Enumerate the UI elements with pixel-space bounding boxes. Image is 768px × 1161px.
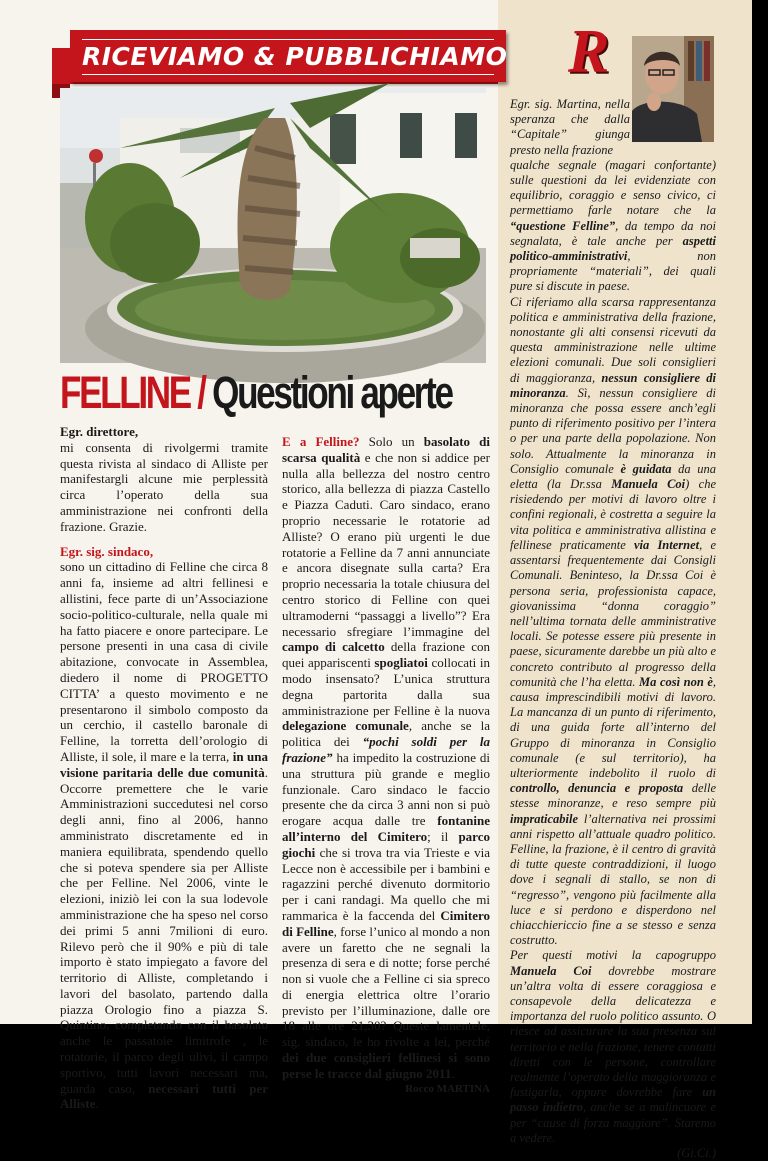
text-run: , causa imprescindibili motivi di lavoro. La mancanza di un punto di riferimento, di una guida forte all’interno del Gruppo di minoranza in Consiglio comunale (e sul territorio), ha ulteriormente indebolito il ruolo di xyxy=(510,674,716,780)
text-run: , anche se la politica dei xyxy=(282,718,490,750)
letter-intro: mi consenta di rivolgermi tramite questa rivista al sindaco di Alliste per manifestargli alcune mie perplessità circa l’operato della sua amministrazione nei confronti della frazione. Grazie. xyxy=(60,439,268,534)
emphasis: impraticabile xyxy=(510,811,579,826)
text-run: , forse l’unico al mondo a non avere un faretto che ne segnali la presenza di sera e di notte; forse perché non si vuole che a Felline ci sia spreco di energia elettrica oltre l’orario previsto per l’illuminazione, dalle ore 18 alle ore 21,30? Queste lamentele, sig. sindaco, le ho rivolte a lei, perché xyxy=(282,923,491,1050)
text-run: , non propriamente “materiali”, dei quali pure si discute in paese. xyxy=(510,249,716,294)
emphasis: spogliatoi xyxy=(374,655,428,671)
reply-paragraph-3 xyxy=(510,948,716,1146)
letter-paragraph-1 xyxy=(60,559,268,1112)
reply-paragraph-1 xyxy=(510,158,716,295)
emphasis: Cimitero di Felline xyxy=(282,907,490,939)
emphasis: via Internet xyxy=(633,537,700,552)
emphasis: dei due consiglieri fellinesi si sono perse le tracce dal giugno 2011 xyxy=(282,1050,490,1081)
text-run: da una eletta (la Dr.ssa xyxy=(510,461,716,492)
text-run: collocati in modo insensato? L’unica struttura degna partorita dalla sua amministrazione per Felline è la nuova xyxy=(282,655,490,718)
letter-paragraph-2 xyxy=(282,434,490,1082)
reply-paragraph-2 xyxy=(510,295,716,949)
page-edge xyxy=(752,0,768,1024)
section-banner xyxy=(70,30,506,82)
text-run: della frazione con quei appariscenti xyxy=(282,639,490,671)
headline-separator: / xyxy=(189,367,213,418)
emphasis: parco giochi xyxy=(282,828,490,860)
emphasis: fontanine all’interno del Cimitero xyxy=(282,813,490,844)
text-run: Solo un xyxy=(359,434,424,449)
letter-column-2 xyxy=(282,434,490,1097)
headline-topic: Questioni aperte xyxy=(212,367,452,418)
greeting-mayor: Egr. sig. sindaco, xyxy=(60,543,154,559)
r-logo: R xyxy=(568,18,610,86)
emphasis: un passo indietro xyxy=(510,1085,716,1115)
text-run: Per questi motivi la capogruppo xyxy=(510,948,716,963)
emphasis: in una visione paritaria delle due comunità xyxy=(60,748,268,780)
text-run: qualche segnale (magari confortante) sulle questioni da lei evidenziate con equilibrio, coraggio e senso civico, ci permettiamo farle notare che la xyxy=(510,157,716,218)
text-run: delle stesse minoranze, e reso sempre più xyxy=(510,781,716,811)
emphasis: “questione Felline” xyxy=(510,218,616,233)
greeting-director: Egr. direttore, xyxy=(60,424,139,439)
text-run: . Sì, nessun consigliere di minoranza che possa essere anch’egli punto di riferimento positivo per l’intera o per una parte della popolazione. Non solo. Attualmente la minoranza in Consiglio comunale xyxy=(510,385,716,476)
text-run: , e assentarsi frequentemente dai Consigli Comunali. Beninteso, la Dr.ssa Coi è persona seria, professionista capace, giovanissima “donna coraggio” nell’ultima tornata delle amministrative locali. Se potesse essere più presente in paese, sicuramente darebbe un più alto e concreto contributo al progresso della comunità che l’ha eletta. xyxy=(510,537,716,689)
headline xyxy=(60,363,452,423)
emphasis: Ma così non è xyxy=(639,674,713,689)
text-run: Ci riferiamo alla scarsa rappresentanza politica e amministrativa della frazione, nonostante gli alti consensi ricevuti da questa amministrazione nelle ultime elezioni comunali. Due soli consiglieri di maggioranza, xyxy=(510,294,716,385)
palm-tree-illustration xyxy=(60,88,486,363)
text-run: ) che risiedendo per motivi di lavoro oltre i confini regionali, è costretta a seguire la vita politica e amministrativa allistina e fellinese praticamente xyxy=(510,477,716,552)
emphasis: Manuela Coi xyxy=(510,963,592,978)
reply-column xyxy=(510,97,716,1161)
text-run: . xyxy=(451,1065,455,1081)
section-title: RICEVIAMO & PUBBLICHIAMO xyxy=(82,39,494,75)
text-run: ha impedito la costruzione di una struttura più grande e meglio funzionale. Caro sindaco le faccio presente che da circa 3 anni non si può erogare acqua dalle tre xyxy=(282,749,490,829)
text-run: . xyxy=(95,1096,99,1112)
letter-column-1 xyxy=(60,424,268,1112)
emphasis: “pochi soldi per la frazione” xyxy=(282,734,490,765)
emphasis: è guidata xyxy=(620,461,672,476)
emphasis: basolato di scarsa qualità xyxy=(282,434,491,465)
reply-opening: Egr. sig. Martina, nella speranza che dalla “Capitale” giunga presto nella frazione xyxy=(510,97,630,157)
emphasis: delegazione comunale xyxy=(282,718,409,734)
emphasis: Manuela Coi xyxy=(611,477,686,492)
red-question: E a Felline? xyxy=(282,434,360,449)
reply-signature: (Gi.Ci.) xyxy=(677,1146,716,1161)
emphasis: campo di calcetto xyxy=(282,639,385,655)
emphasis: necessari tutti per Alliste xyxy=(60,1080,269,1112)
emphasis: aspetti politico-amministrativi xyxy=(510,233,716,264)
text-run: che si trova tra via Trieste e via Lecce non è accessibile per i bambini e ragazzini perché divenuto dormitorio per i cani randagi. Ma quello che mi rammarica è la faccenda del xyxy=(282,844,490,923)
headline-place: FELLINE xyxy=(60,367,190,418)
text-run: , da tempo da noi segnalata, è tale anche per xyxy=(510,218,716,248)
text-run: ; il xyxy=(427,828,459,844)
text-run: sono un cittadino di Felline che circa 8 anni fa, insieme ad altri fellinesi e allistini, fece parte di un’Associazione socio-politico-culturale, nella quale mi ha fatto piacere e onore partecipare. Le persone presenti in una casa di civile abitazione, convocate in Assemblea, diedero il nome di PROGETTO CITTA’ a questo movimento e ne presentarono il simbolo composto da un cerchio, il castello baronale di Felline, la torretta dell’orologio di Alliste, il sole, il mare e la terra, xyxy=(60,559,268,764)
letter-signature: Rocco MARTINA xyxy=(405,1082,490,1095)
emphasis: controllo, denuncia e proposta xyxy=(510,781,684,796)
palm-tree-photo xyxy=(60,88,486,363)
text-run: , anche se a malincuore e per “cause di forza maggiore”. Staremo a vedere. xyxy=(510,1100,716,1145)
text-run: dovrebbe mostrare un’altra volta di essere coraggiosa e consapevole della delicatezza e importanza del ruolo politico assunto. O riesce ad assicurare la sua presenza sul territorio e nella frazione, tenere contatti diretti con le persone, controllare realmente l’operato della maggioranza e fustigarla, oppure dovrebbe fare xyxy=(510,963,716,1100)
emphasis: nessun consigliere di minoranza xyxy=(510,370,716,400)
text-run: e che non si addice per nulla alla bellezza del nostro centro storico, alla bellezza di piazza Castello e Piazza Caduti. Caro sindaco, erano proprio necessarie le rotatorie ad Alliste? O erano più urgenti le due rotatorie a Felline da 7 anni annunciate e ancora disegnate sulla carta? Era proprio necessaria la totale chiusura del centro storico di Felline con quei ultramoderni “passaggi a livello”? Era necessario sfregiare l’immagine del xyxy=(282,449,490,639)
text-run: l’alternativa nei prossimi anni rispetto all’attuale quadro politico. Felline, la frazione, è il centro di gravità di tutte queste contraddizioni, il luogo dove i segnali di stallo, se non di “regresso”, vengono più facilmente alla luce e si perdono e disperdono nel chiacchiericcio fine a se stesso e senza costrutto. xyxy=(510,811,716,948)
text-run: . Occorre premettere che le varie Amministrazioni succedutesi nel corso degli anni, fino al 2006, hanno amministrato discretamente ed in maniera equilibrata, spendendo quello che si poteva spendere sia per Alliste che per Felline. Nel 2006, vinte le elezioni, iniziò lei con la sua lodevole amministrazione che ha speso nel corso dei primi 5 anni 7milioni di euro. Rilevo però che il 90% e più di tale importo è stato impiegato a favore del territorio di Alliste, completando i lavori del basolato, partendo dalla piazza Orologio fino a piazza S. Quintino, completando con il basolato anche le passatoie limitrofe , le rotatorie, il parco degli ulivi, il campo sportivo, tutti lavori necessari ma, guarda caso, xyxy=(60,764,268,1096)
